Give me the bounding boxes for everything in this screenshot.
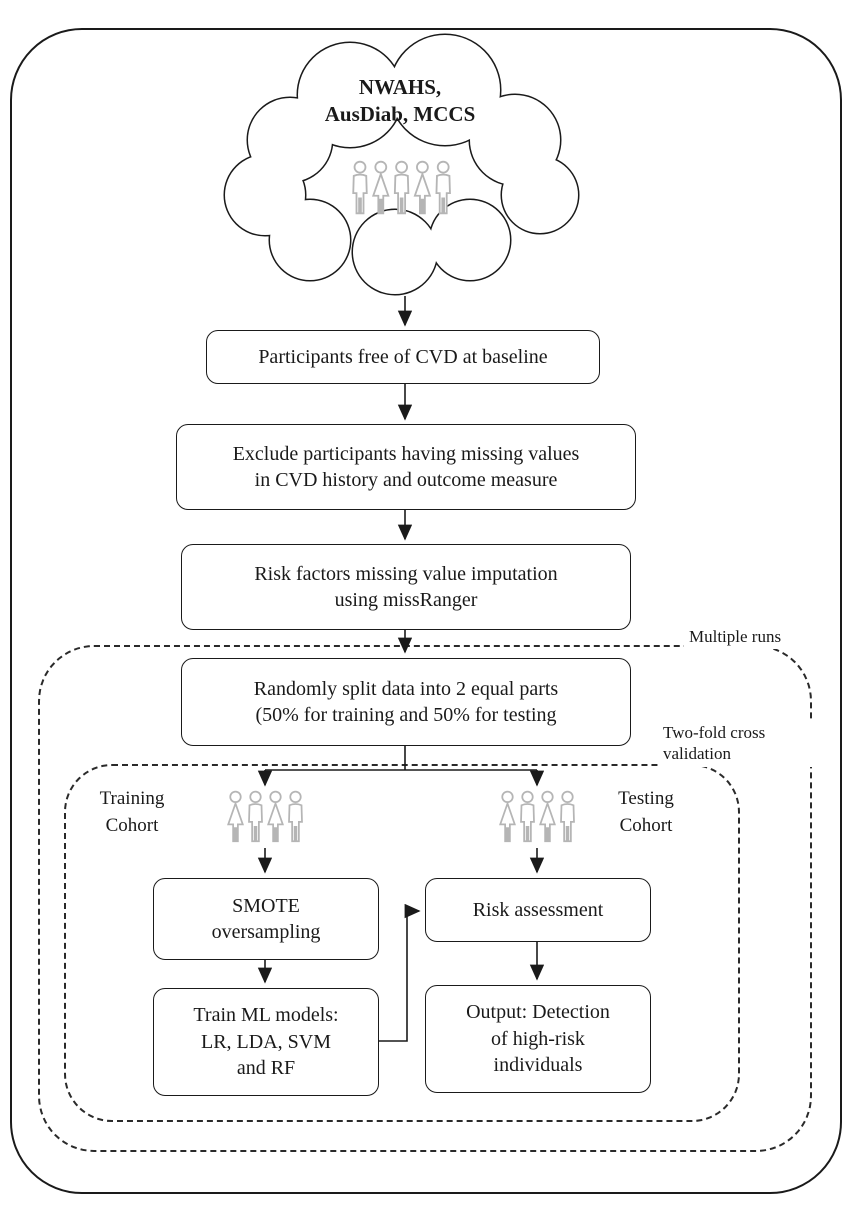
box-risk-text: Risk assessment	[472, 898, 604, 921]
box-split-line2: (50% for training and 50% for testing	[255, 704, 557, 726]
training-people-icon	[228, 792, 302, 842]
testing-cohort-line2: Cohort	[619, 814, 673, 836]
box-random-split	[181, 658, 631, 746]
box-baseline-text: Participants free of CVD at baseline	[258, 345, 548, 368]
data-sources-title	[280, 74, 520, 129]
cloud-title-line1: NWAHS,	[358, 75, 442, 99]
two-fold-line1: Two-fold cross	[663, 723, 766, 742]
box-output-line1: Output: Detection	[466, 1001, 610, 1024]
box-output-line2: of high-risk	[491, 1027, 585, 1050]
box-train-models	[153, 988, 379, 1096]
box-imputation-line1: Risk factors missing value imputation	[254, 562, 558, 585]
box-split-line1: Randomly split data into 2 equal parts	[253, 677, 559, 700]
training-cohort-line2: Cohort	[105, 814, 159, 836]
testing-cohort-line1: Testing	[618, 788, 674, 809]
box-imputation	[181, 544, 631, 630]
box-output	[425, 985, 651, 1093]
training-cohort-label	[88, 786, 176, 839]
box-output-line3: individuals	[493, 1054, 583, 1077]
box-exclude-missing	[176, 424, 636, 510]
cloud-people-icon	[353, 162, 450, 214]
box-train-line3: and RF	[236, 1057, 296, 1080]
cloud-title-line2: AusDiab, MCCS	[324, 102, 476, 127]
box-smote-line1: SMOTE	[232, 894, 300, 917]
box-exclude-line2: in CVD history and outcome measure	[254, 469, 558, 491]
training-cohort-line1: Training	[99, 788, 165, 809]
box-risk-assessment	[425, 878, 651, 942]
box-train-line2: LR, LDA, SVM	[200, 1030, 331, 1053]
multiple-runs-label: Multiple runs	[684, 624, 786, 649]
testing-cohort-label	[604, 786, 688, 839]
box-train-line1: Train ML models:	[193, 1004, 339, 1027]
box-baseline	[206, 330, 600, 384]
testing-people-icon	[500, 792, 574, 842]
box-exclude-line1: Exclude participants having missing values	[232, 442, 580, 465]
box-smote-line2: oversampling	[211, 921, 321, 943]
box-smote	[153, 878, 379, 960]
box-imputation-line2: using missRanger	[334, 589, 478, 611]
two-fold-line2: validation	[663, 744, 731, 764]
two-fold-label	[658, 720, 816, 767]
